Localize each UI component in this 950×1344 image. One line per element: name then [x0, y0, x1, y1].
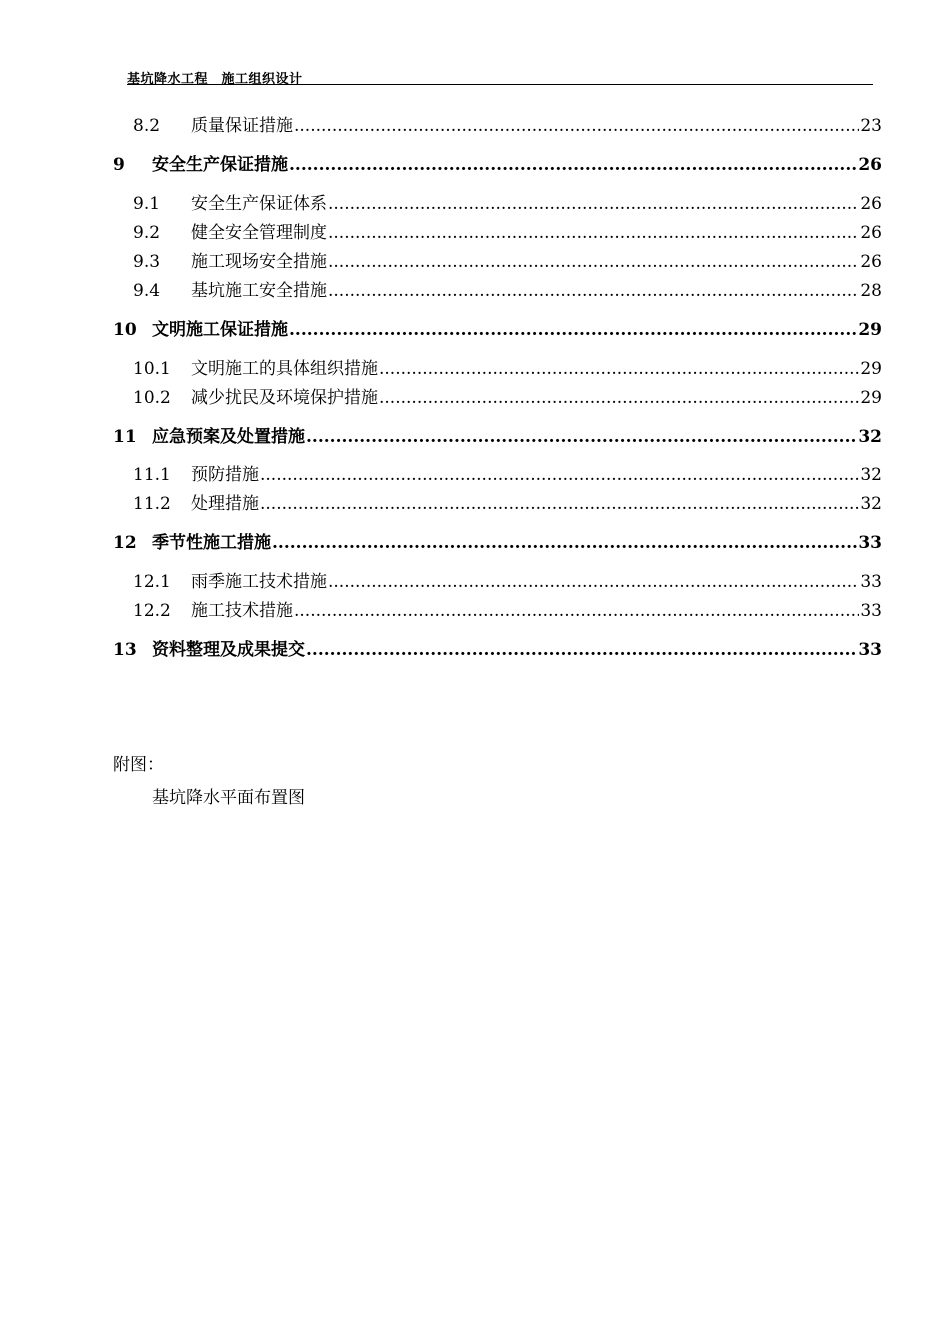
toc-entry-page: 32 [858, 427, 882, 447]
toc-entry-page: 33 [860, 572, 882, 592]
toc-entry-number: 9.4 [133, 281, 161, 301]
toc-entry-title: 文明施工保证措施 [152, 320, 288, 340]
toc-entry-page: 26 [860, 252, 882, 272]
toc-leader-dots [260, 492, 859, 516]
toc-entry-page: 29 [860, 359, 882, 379]
toc-leader-dots [328, 279, 859, 303]
toc-leader-dots [289, 318, 857, 342]
toc-entry-page: 29 [858, 320, 882, 340]
toc-entry-title: 雨季施工技术措施 [191, 572, 327, 592]
toc-entry-title: 安全生产保证体系 [191, 194, 327, 214]
toc-entry-title: 施工技术措施 [191, 601, 293, 621]
toc-leader-dots [272, 531, 857, 555]
toc-entry-number: 8.2 [133, 116, 161, 136]
toc-entry-number: 13 [113, 640, 137, 660]
toc-entry[interactable] [133, 114, 882, 138]
toc-entry-page: 28 [860, 281, 882, 301]
toc-entry-title: 安全生产保证措施 [152, 155, 288, 175]
toc-entry-number: 9.2 [133, 223, 161, 243]
toc-leader-dots [328, 221, 859, 245]
toc-entry-title: 季节性施工措施 [152, 533, 271, 553]
toc-entry-title: 健全安全管理制度 [191, 223, 327, 243]
toc-entry[interactable] [133, 599, 882, 623]
toc-entry-title: 处理措施 [191, 494, 259, 514]
toc-entry-page: 26 [860, 194, 882, 214]
toc-entry[interactable] [133, 250, 882, 274]
toc-entry-number: 12.2 [133, 601, 171, 621]
toc-entry-title: 应急预案及处置措施 [152, 427, 305, 447]
toc-entry-title: 减少扰民及环境保护措施 [191, 388, 378, 408]
toc-entry-page: 33 [860, 601, 882, 621]
toc-entry-page: 33 [858, 533, 882, 553]
toc-entry[interactable] [113, 531, 882, 555]
page-header [127, 66, 873, 85]
toc-leader-dots [328, 192, 859, 216]
toc-leader-dots [260, 463, 859, 487]
toc-entry-number: 9 [113, 155, 125, 175]
toc-entry-page: 33 [858, 640, 882, 660]
toc-entry-page: 32 [860, 494, 882, 514]
toc-entry[interactable] [133, 357, 882, 381]
toc-leader-dots [328, 570, 859, 594]
toc-entry-page: 26 [860, 223, 882, 243]
toc-leader-dots [294, 114, 859, 138]
toc-entry-page: 26 [858, 155, 882, 175]
toc-entry-number: 12 [113, 533, 137, 553]
toc-leader-dots [306, 638, 857, 662]
toc-entry[interactable] [133, 463, 882, 487]
appendix-item: 基坑降水平面布置图 [152, 788, 305, 808]
toc-entry-title: 文明施工的具体组织措施 [191, 359, 378, 379]
toc-entry-page: 29 [860, 388, 882, 408]
toc-entry[interactable] [113, 425, 882, 449]
toc-entry-number: 10.1 [133, 359, 171, 379]
toc-entry-number: 9.3 [133, 252, 161, 272]
toc-entry-number: 12.1 [133, 572, 171, 592]
toc-leader-dots [294, 599, 859, 623]
toc-entry[interactable] [113, 153, 882, 177]
toc-entry-page: 23 [860, 116, 882, 136]
toc-entry-title: 施工现场安全措施 [191, 252, 327, 272]
toc-entry-number: 9.1 [133, 194, 161, 214]
toc-entry-number: 10.2 [133, 388, 171, 408]
toc-entry-title: 质量保证措施 [191, 116, 293, 136]
toc-entry[interactable] [133, 221, 882, 245]
toc-entry-number: 10 [113, 320, 137, 340]
toc-leader-dots [306, 425, 857, 449]
toc-leader-dots [379, 386, 859, 410]
toc-entry-number: 11 [113, 427, 137, 447]
toc-entry[interactable] [133, 386, 882, 410]
toc-leader-dots [379, 357, 859, 381]
toc-entry-title: 基坑施工安全措施 [191, 281, 327, 301]
toc-entry-title: 预防措施 [191, 465, 259, 485]
toc-entry[interactable] [133, 492, 882, 516]
toc-entry-number: 11.2 [133, 494, 171, 514]
toc-entry-page: 32 [860, 465, 882, 485]
toc-leader-dots [328, 250, 859, 274]
appendix-label: 附图： [113, 755, 164, 775]
toc-entry[interactable] [113, 318, 882, 342]
toc-leader-dots [289, 153, 857, 177]
toc-entry[interactable] [113, 638, 882, 662]
toc-entry[interactable] [133, 570, 882, 594]
header-title: 基坑降水工程 施工组织设计 [127, 72, 303, 87]
toc-entry-title: 资料整理及成果提交 [152, 640, 305, 660]
toc-entry[interactable] [133, 192, 882, 216]
toc-entry-number: 11.1 [133, 465, 171, 485]
toc-entry[interactable] [133, 279, 882, 303]
